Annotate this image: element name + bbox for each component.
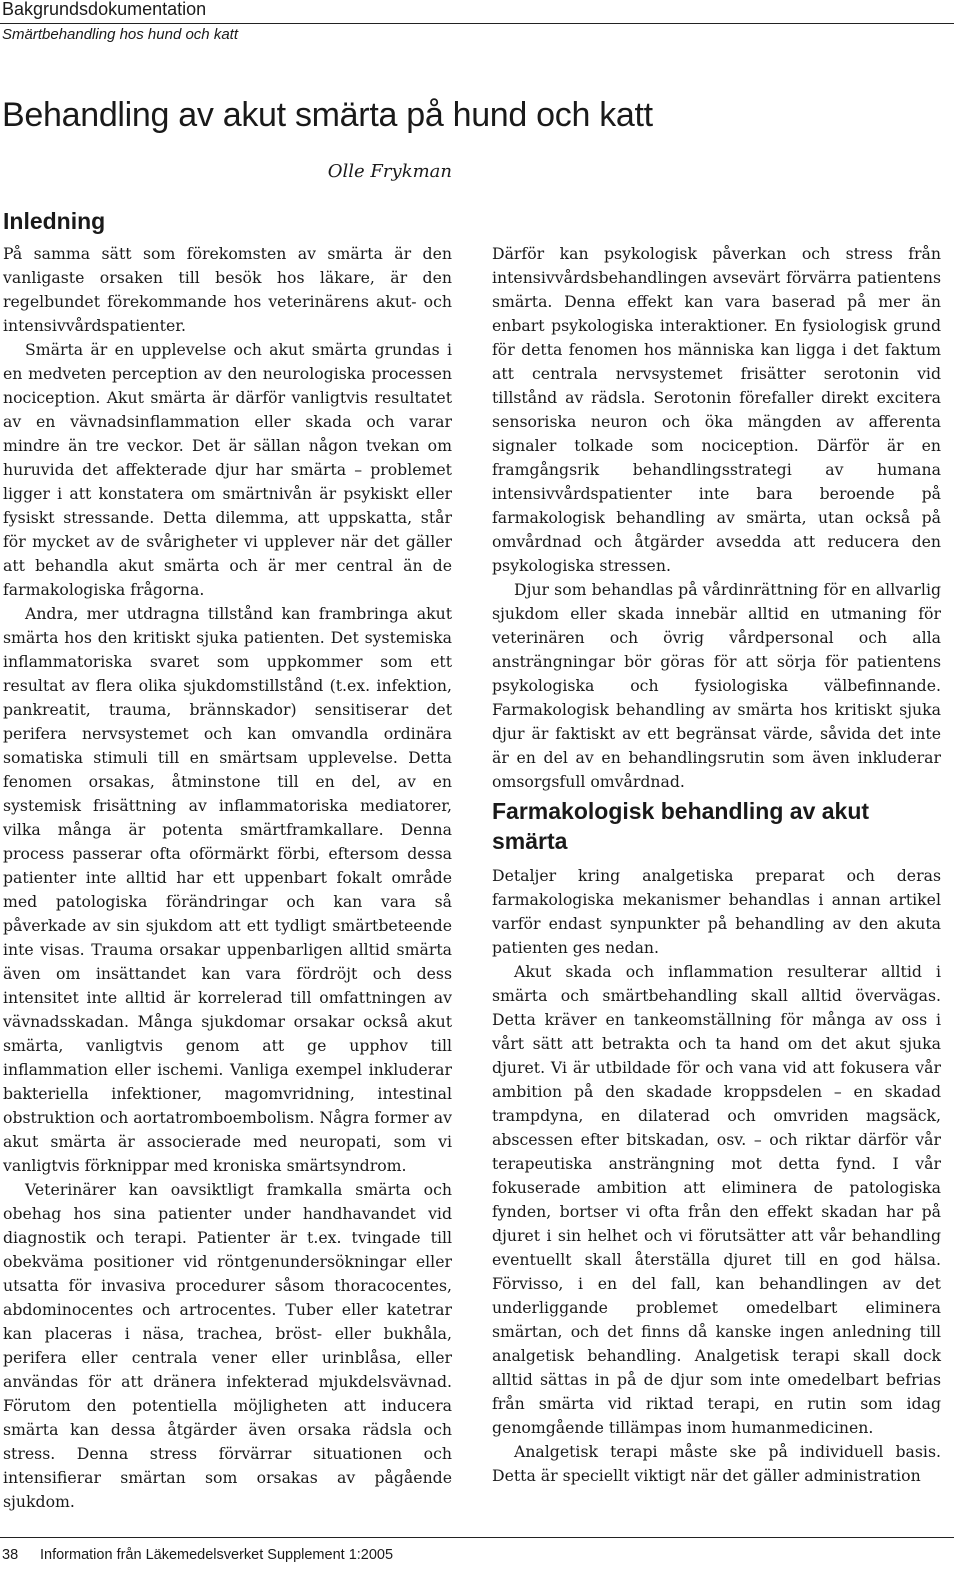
- running-header-subtitle: Smärtbehandling hos hund och katt: [2, 26, 238, 43]
- paragraph: Akut skada och inflammation resulterar alltid i smärta och smärtbehandling skall alltid övervägas. Detta kräver en tankeomställning för många av oss i vårt sätt att betrakta och ta hand om det akut sjuka djuret. Vi är utbildade för och vana vid att fokusera vår ambition på den skadade kroppsdelen – en skadad trampdyna, en dilaterad och omvriden magsäck, abscessen efter bitskadan, osv. – och riktar därför vår terapeutiska ansträngning mot detta fynd. I vår fokuserade ambition att eliminera de patologiska fynden, bortser vi ofta från den effekt skadan har på djuret i sin helhet och vi förutsätter att vår behandling eventuellt skall återställa djuret till en god hälsa. Förvisso, i en del fall, kan behandlingen av det underliggande problemet omedelbart eliminera smärtan, och det finns då kanske ingen anledning till analgetisk behandling. Analgetisk terapi skall dock alltid sättas in på de djur som inte omedelbart befrias från smärta vid riktad terapi, en rutin som idag genomgående tillämpas inom humanmedicinen.: [492, 962, 941, 1437]
- paragraph: På samma sätt som förekomsten av smärta är den vanligaste orsaken till besök hos läkare, är den regelbundet förekommande hos veterinärens akut- och intensivvårdspatienter.: [3, 244, 452, 335]
- article-author: Olle Frykman: [327, 161, 452, 182]
- page-number: 38: [2, 1547, 19, 1563]
- paragraph: Analgetisk terapi måste ske på individuell basis. Detta är speciellt viktigt när det gäller administration: [492, 1442, 941, 1485]
- paragraph: Detaljer kring analgetiska preparat och deras farmakologiska mekanismer behandlas i annan artikel varför endast synpunkter på behandling av den akuta patienten ges nedan.: [492, 866, 941, 957]
- running-header-title: Bakgrundsdokumentation: [2, 0, 207, 19]
- footer-divider: [0, 1537, 954, 1538]
- header-divider: [0, 23, 954, 24]
- section-heading-inledning: Inledning: [3, 208, 106, 234]
- left-column: [3, 206, 452, 1514]
- paragraph: Därför kan psykologisk påverkan och stress från intensivvårdsbehandlingen avsevärt förvärra patientens smärta. Denna effekt kan vara baserad på mer än enbart psykologiska interaktioner. En fysiologisk grund för detta fenomen hos människa kan ligga i det faktum att centrala nervsystemet frisätter serotonin vid tillstånd av rädsla. Serotonin förefaller direkt excitera sensoriska neuron och öka mängden av afferenta signaler tolkade som nociception. Därför är en framgångsrik behandlingsstrategi av humana intensivvårdspatienter inte bara beroende på farmakologisk behandling av smärta, utan också på omvårdnad och åtgärder avsedda att reducera den psykologiska stressen.: [492, 244, 941, 575]
- section-heading-farmakologisk: Farmakologisk behandling av akut smärta: [492, 798, 870, 854]
- paragraph: Djur som behandlas på vårdinrättning för en allvarlig sjukdom eller skada innebär alltid en utmaning för veterinären och övrig vårdpersonal och alla ansträngningar bör göras för att sörja för patientens psykologiska och fysiologiska välbefinnande. Farmakologisk behandling av smärta hos kritiskt sjuka djur är faktiskt av ett begränsat värde, såvida det inte är en del av en behandlingsrutin som även inkluderar omsorgsfull omvårdnad.: [492, 580, 941, 791]
- paragraph: Veterinärer kan oavsiktligt framkalla smärta och obehag hos sina patienter under handhavandet vid diagnostik och terapi. Patienter är t.ex. tvingade till obekväma positioner vid röntgenundersökningar eller utsatta för invasiva procedurer såsom thoracocentes, abdominocentes och artrocentes. Tuber eller katetrar kan placeras i näsa, trachea, bröst- eller bukhåla, perifera eller centrala vener eller urinblåsa, eller användas för att dränera infekterad mjukdelsvävnad. Förutom den potentiella möjligheten att inducera smärta kan dessa åtgärder även orsaka rädsla och stress. Denna stress förvärrar situationen och intensifierar smärtan som orsakas av pågående sjukdom.: [3, 1180, 452, 1511]
- right-column: [492, 242, 941, 1488]
- page-footer: [2, 1546, 393, 1564]
- paragraph: Smärta är en upplevelse och akut smärta grundas i en medveten perception av den neurologiska processen nociception. Akut smärta är därför vanligtvis resultatet av en vävnadsinflammation eller skada och varar mindre än tre veckor. Det är sällan någon tvekan om huruvida det affekterade djur har smärta – problemet ligger i att konstatera om smärtnivån är psykiskt eller fysiskt stressande. Detta dilemma, att uppskatta, står för mycket av de svårigheter vi upplever när det gäller att behandla akut smärta och är mer central än de farmakologiska frågorna.: [3, 340, 452, 599]
- paragraph: Andra, mer utdragna tillstånd kan frambringa akut smärta hos den kritiskt sjuka patienten. Det systemiska inflammatoriska svaret som uppkommer som ett resultat av flera olika sjukdomstillstånd (t.ex. infektion, pankreatit, trauma, brännskador) sensitiserar det perifera nervsystemet och kan omvandla ordinära somatiska stimuli till en smärtsam upplevelse. Detta fenomen orsakas, åtminstone till en del, av en systemisk frisättning av inflammatoriska mediatorer, vilka många är potenta smärtframkallare. Denna process passerar ofta oförmärkt förbi, eftersom dessa patienter inte alltid har ett uppenbart fokalt område med patologiska förändringar och kan vara så påverkade av sin sjukdom att ett tydligt smärtbeteende inte visas. Trauma orsakar uppenbarligen alltid smärta även om insättandet kan vara fördröjt och dess intensitet inte alltid är korrelerad till omfattningen av vävnadsskadan. Många sjukdomar orsakar också akut smärta, vanligtvis genom att ge upphov till inflammation eller ischemi. Vanliga exempel inkluderar bakteriella infektioner, magomvridning, intestinal obstruktion och aortatromboembolism. Några former av akut smärta är associerade med neuropati, som vi vanligtvis förknippar med kroniska smärtsyndrom.: [3, 604, 452, 1175]
- publication-name: Information från Läkemedelsverket Supplement 1:2005: [40, 1547, 394, 1563]
- article-title: Behandling av akut smärta på hund och katt: [2, 96, 653, 134]
